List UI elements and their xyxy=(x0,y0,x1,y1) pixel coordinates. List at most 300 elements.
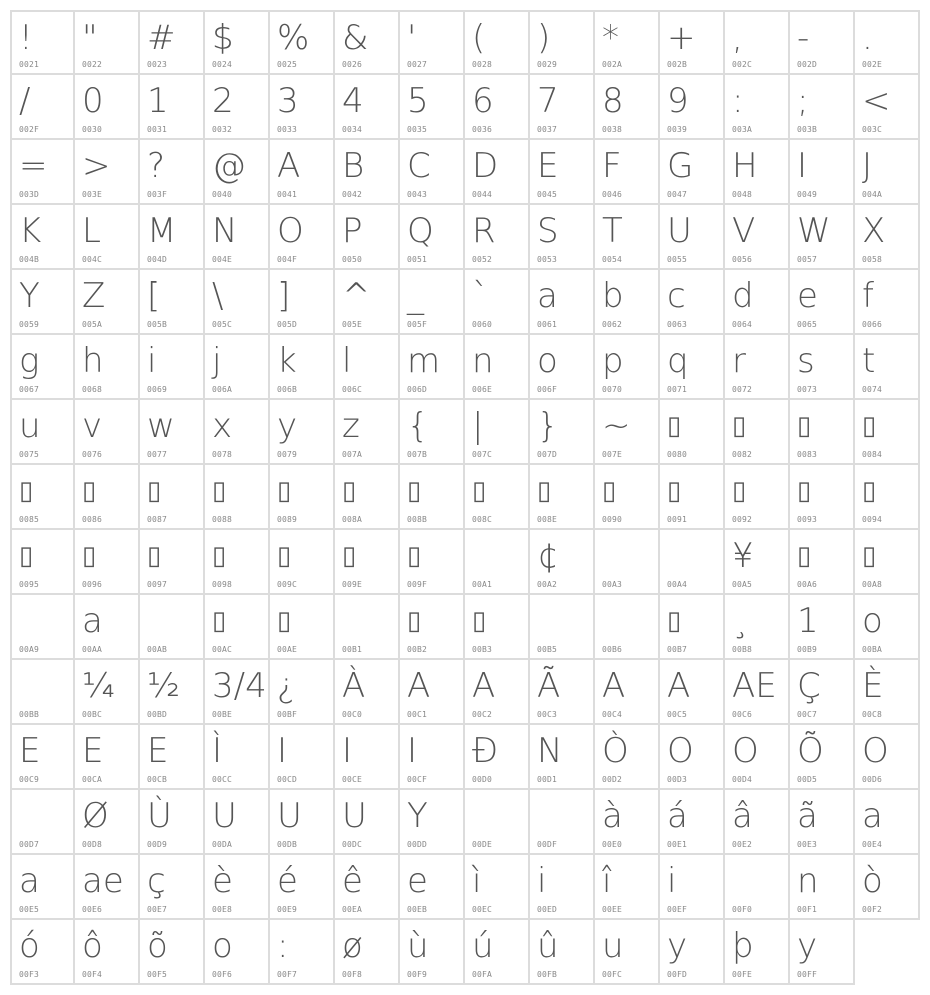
glyph-codepoint-label: 00FF xyxy=(797,970,818,979)
glyph-cell xyxy=(205,530,270,595)
glyph-cell xyxy=(400,790,465,855)
glyph-sample: O xyxy=(277,211,304,251)
glyph-sample: l xyxy=(342,341,352,381)
glyph-sample: Z xyxy=(82,276,106,316)
glyph-codepoint-label: 0040 xyxy=(212,190,233,199)
glyph-sample: ▯ xyxy=(407,606,422,636)
glyph-codepoint-label: 008C xyxy=(472,515,493,524)
glyph-codepoint-label: 00FD xyxy=(667,970,688,979)
glyph-sample: ▯ xyxy=(732,411,747,441)
glyph-sample: ì xyxy=(472,861,482,901)
glyph-codepoint-label: 0046 xyxy=(602,190,623,199)
glyph-codepoint-label: 002C xyxy=(732,60,753,69)
glyph-cell xyxy=(855,465,920,530)
glyph-sample: ▯ xyxy=(472,606,487,636)
glyph-codepoint-label: 0038 xyxy=(602,125,623,134)
glyph-cell xyxy=(595,205,660,270)
glyph-codepoint-label: 007A xyxy=(342,450,363,459)
glyph-cell xyxy=(530,660,595,725)
glyph-sample: U xyxy=(342,796,367,836)
glyph-codepoint-label: 00CE xyxy=(342,775,363,784)
glyph-sample: 5 xyxy=(407,81,429,121)
glyph-codepoint-label: 0096 xyxy=(82,580,103,589)
glyph-cell xyxy=(465,335,530,400)
glyph-codepoint-label: 008E xyxy=(537,515,558,524)
glyph-sample: b xyxy=(602,276,624,316)
glyph-codepoint-label: 0023 xyxy=(147,60,168,69)
glyph-sample: y xyxy=(667,926,688,966)
glyph-sample: þ xyxy=(732,926,754,966)
glyph-codepoint-label: 00E3 xyxy=(797,840,818,849)
glyph-codepoint-label: 005E xyxy=(342,320,363,329)
glyph-codepoint-label: 00C3 xyxy=(537,710,558,719)
glyph-sample: ▯ xyxy=(407,541,422,571)
glyph-cell xyxy=(400,595,465,660)
glyph-cell xyxy=(725,205,790,270)
glyph-cell xyxy=(465,660,530,725)
glyph-codepoint-label: 00F4 xyxy=(82,970,103,979)
glyph-codepoint-label: 0070 xyxy=(602,385,623,394)
glyph-codepoint-label: 00E8 xyxy=(212,905,233,914)
glyph-codepoint-label: 00AB xyxy=(147,645,168,654)
glyph-cell xyxy=(530,790,595,855)
glyph-cell xyxy=(595,140,660,205)
glyph-sample: g xyxy=(19,341,40,381)
glyph-cell xyxy=(530,270,595,335)
glyph-codepoint-label: 0090 xyxy=(602,515,623,524)
glyph-cell xyxy=(400,465,465,530)
glyph-codepoint-label: 002B xyxy=(667,60,688,69)
glyph-cell xyxy=(270,855,335,920)
glyph-cell xyxy=(400,10,465,75)
glyph-cell xyxy=(530,400,595,465)
glyph-codepoint-label: 0086 xyxy=(82,515,103,524)
glyph-cell xyxy=(10,465,75,530)
glyph-cell xyxy=(335,400,400,465)
glyph-sample: ¥ xyxy=(732,536,754,576)
glyph-sample: ▯ xyxy=(537,476,552,506)
glyph-codepoint-label: 00CB xyxy=(147,775,168,784)
glyph-codepoint-label: 0092 xyxy=(732,515,753,524)
glyph-cell xyxy=(400,75,465,140)
glyph-sample: ae xyxy=(82,861,124,901)
glyph-sample: = xyxy=(19,146,48,186)
glyph-codepoint-label: 003D xyxy=(19,190,40,199)
glyph-cell xyxy=(725,920,790,985)
glyph-codepoint-label: 00BA xyxy=(862,645,883,654)
glyph-codepoint-label: 00C7 xyxy=(797,710,818,719)
glyph-cell xyxy=(270,725,335,790)
glyph-codepoint-label: 00F0 xyxy=(732,905,753,914)
glyph-codepoint-label: 00B6 xyxy=(602,645,623,654)
glyph-codepoint-label: 00BD xyxy=(147,710,168,719)
glyph-cell xyxy=(465,465,530,530)
glyph-codepoint-label: 0067 xyxy=(19,385,40,394)
glyph-cell xyxy=(10,595,75,660)
glyph-sample: U xyxy=(667,211,692,251)
glyph-sample: e xyxy=(797,276,818,316)
glyph-sample: V xyxy=(732,211,756,251)
glyph-cell xyxy=(725,465,790,530)
glyph-sample: Ç xyxy=(797,666,821,706)
glyph-sample: 9 xyxy=(667,81,689,121)
glyph-cell xyxy=(205,790,270,855)
glyph-codepoint-label: 0056 xyxy=(732,255,753,264)
glyph-sample: Đ xyxy=(472,731,499,771)
glyph-cell xyxy=(205,725,270,790)
glyph-sample: - xyxy=(797,18,810,58)
glyph-sample: I xyxy=(407,731,418,771)
glyph-codepoint-label: 00AE xyxy=(277,645,298,654)
glyph-cell xyxy=(205,595,270,660)
glyph-cell xyxy=(465,790,530,855)
glyph-cell xyxy=(530,530,595,595)
glyph-sample: ) xyxy=(537,18,551,58)
glyph-cell xyxy=(660,920,725,985)
glyph-codepoint-label: 00C1 xyxy=(407,710,428,719)
glyph-sample: ▯ xyxy=(19,476,34,506)
glyph-sample: 0 xyxy=(82,81,104,121)
glyph-codepoint-label: 0094 xyxy=(862,515,883,524)
glyph-codepoint-label: 004C xyxy=(82,255,103,264)
glyph-sample: 1 xyxy=(797,601,819,641)
glyph-sample: ¿ xyxy=(277,666,296,706)
glyph-codepoint-label: 006F xyxy=(537,385,558,394)
glyph-cell xyxy=(140,790,205,855)
glyph-sample: 6 xyxy=(472,81,494,121)
glyph-cell xyxy=(75,75,140,140)
glyph-codepoint-label: 00DA xyxy=(212,840,233,849)
glyph-codepoint-label: 003B xyxy=(797,125,818,134)
glyph-cell xyxy=(10,530,75,595)
glyph-codepoint-label: 0037 xyxy=(537,125,558,134)
glyph-cell xyxy=(660,270,725,335)
glyph-cell xyxy=(595,530,660,595)
glyph-cell xyxy=(10,270,75,335)
glyph-cell xyxy=(140,335,205,400)
glyph-codepoint-label: 0074 xyxy=(862,385,883,394)
glyph-codepoint-label: 00BF xyxy=(277,710,298,719)
glyph-sample: ` xyxy=(472,276,489,316)
glyph-sample: Ò xyxy=(602,731,629,771)
glyph-sample: c xyxy=(667,276,686,316)
glyph-cell xyxy=(270,400,335,465)
glyph-sample: o xyxy=(212,926,233,966)
glyph-sample: R xyxy=(472,211,496,251)
glyph-cell xyxy=(140,400,205,465)
glyph-codepoint-label: 00DB xyxy=(277,840,298,849)
glyph-codepoint-label: 009C xyxy=(277,580,298,589)
glyph-cell xyxy=(465,140,530,205)
glyph-sample: ▯ xyxy=(212,541,227,571)
glyph-codepoint-label: 005D xyxy=(277,320,298,329)
glyph-sample: ▯ xyxy=(212,606,227,636)
glyph-cell xyxy=(855,660,920,725)
glyph-cell xyxy=(75,660,140,725)
glyph-sample: â xyxy=(732,796,753,836)
glyph-codepoint-label: 00D1 xyxy=(537,775,558,784)
glyph-sample: ▯ xyxy=(147,541,162,571)
glyph-cell xyxy=(660,725,725,790)
glyph-sample: ò xyxy=(862,861,883,901)
glyph-codepoint-label: 00BB xyxy=(19,710,40,719)
glyph-sample: W xyxy=(797,211,831,251)
glyph-codepoint-label: 0022 xyxy=(82,60,103,69)
glyph-sample: A xyxy=(472,666,496,706)
glyph-cell xyxy=(205,205,270,270)
glyph-cell xyxy=(660,140,725,205)
glyph-codepoint-label: 0025 xyxy=(277,60,298,69)
glyph-sample: K xyxy=(19,211,42,251)
glyph-sample: : xyxy=(277,926,289,966)
glyph-sample: ▯ xyxy=(667,476,682,506)
glyph-sample: Y xyxy=(19,276,40,316)
glyph-sample: \ xyxy=(212,276,224,316)
glyph-codepoint-label: 0032 xyxy=(212,125,233,134)
glyph-cell xyxy=(270,530,335,595)
glyph-sample: î xyxy=(602,861,612,901)
glyph-codepoint-label: 00E4 xyxy=(862,840,883,849)
glyph-codepoint-label: 002F xyxy=(19,125,40,134)
glyph-sample: % xyxy=(277,18,310,58)
glyph-codepoint-label: 00DC xyxy=(342,840,363,849)
glyph-cell xyxy=(855,530,920,595)
glyph-codepoint-label: 008B xyxy=(407,515,428,524)
glyph-cell xyxy=(205,140,270,205)
glyph-sample: ▯ xyxy=(667,411,682,441)
glyph-sample: Ø xyxy=(82,796,109,836)
glyph-sample: S xyxy=(537,211,559,251)
glyph-cell xyxy=(855,855,920,920)
glyph-cell xyxy=(465,270,530,335)
glyph-cell xyxy=(530,335,595,400)
glyph-sample: Y xyxy=(407,796,428,836)
glyph-sample: ã xyxy=(797,796,818,836)
glyph-codepoint-label: 00E7 xyxy=(147,905,168,914)
glyph-codepoint-label: 0088 xyxy=(212,515,233,524)
glyph-sample: ø xyxy=(342,926,363,966)
glyph-sample: n xyxy=(472,341,494,381)
glyph-sample: E xyxy=(19,731,41,771)
glyph-sample: t xyxy=(862,341,876,381)
glyph-cell xyxy=(270,75,335,140)
glyph-sample: ▯ xyxy=(797,411,812,441)
glyph-cell xyxy=(75,920,140,985)
glyph-sample: $ xyxy=(212,18,234,58)
glyph-codepoint-label: 0093 xyxy=(797,515,818,524)
glyph-codepoint-label: 0079 xyxy=(277,450,298,459)
glyph-cell xyxy=(725,790,790,855)
glyph-sample: I xyxy=(277,731,288,771)
glyph-codepoint-label: 0060 xyxy=(472,320,493,329)
glyph-codepoint-label: 0026 xyxy=(342,60,363,69)
glyph-cell xyxy=(205,75,270,140)
glyph-sample: z xyxy=(342,406,360,446)
glyph-codepoint-label: 00B8 xyxy=(732,645,753,654)
glyph-sample: ▯ xyxy=(667,606,682,636)
glyph-sample: ▯ xyxy=(82,476,97,506)
glyph-cell xyxy=(140,530,205,595)
glyph-cell xyxy=(725,140,790,205)
glyph-cell xyxy=(270,205,335,270)
glyph-sample: AE xyxy=(732,666,777,706)
glyph-cell xyxy=(10,140,75,205)
glyph-sample: r xyxy=(732,341,746,381)
glyph-cell xyxy=(855,140,920,205)
glyph-codepoint-label: 0041 xyxy=(277,190,298,199)
glyph-codepoint-label: 00B9 xyxy=(797,645,818,654)
glyph-sample: ; xyxy=(797,81,809,121)
glyph-codepoint-label: 0058 xyxy=(862,255,883,264)
glyph-cell xyxy=(595,920,660,985)
glyph-codepoint-label: 0076 xyxy=(82,450,103,459)
glyph-cell xyxy=(75,205,140,270)
glyph-cell xyxy=(660,660,725,725)
glyph-codepoint-label: 00A9 xyxy=(19,645,40,654)
glyph-sample: 3 xyxy=(277,81,299,121)
glyph-codepoint-label: 0078 xyxy=(212,450,233,459)
glyph-cell xyxy=(530,140,595,205)
glyph-sample: ▯ xyxy=(277,541,292,571)
glyph-sample: A xyxy=(277,146,301,186)
glyph-cell xyxy=(205,855,270,920)
glyph-sample: " xyxy=(82,18,98,58)
glyph-cell xyxy=(790,920,855,985)
glyph-sample: n xyxy=(797,861,819,901)
glyph-sample: Ù xyxy=(147,796,172,836)
glyph-codepoint-label: 0048 xyxy=(732,190,753,199)
glyph-cell xyxy=(205,10,270,75)
glyph-sample: è xyxy=(212,861,233,901)
glyph-codepoint-label: 006C xyxy=(342,385,363,394)
glyph-cell xyxy=(790,140,855,205)
glyph-sample: 1 xyxy=(147,81,169,121)
glyph-cell xyxy=(855,595,920,660)
glyph-sample: ? xyxy=(147,146,166,186)
glyph-sample: ▯ xyxy=(797,476,812,506)
glyph-cell xyxy=(790,660,855,725)
glyph-cell xyxy=(530,595,595,660)
glyph-codepoint-label: 0033 xyxy=(277,125,298,134)
glyph-sample: ▯ xyxy=(797,541,812,571)
glyph-cell xyxy=(270,790,335,855)
glyph-sample: ▯ xyxy=(472,476,487,506)
glyph-sample: L xyxy=(82,211,101,251)
glyph-codepoint-label: 002D xyxy=(797,60,818,69)
glyph-cell xyxy=(790,75,855,140)
glyph-sample: . xyxy=(862,18,873,58)
glyph-sample: : xyxy=(732,81,744,121)
glyph-codepoint-label: 0031 xyxy=(147,125,168,134)
glyph-cell xyxy=(335,660,400,725)
glyph-sample: J xyxy=(862,146,873,186)
glyph-cell xyxy=(400,140,465,205)
glyph-cell xyxy=(725,75,790,140)
glyph-cell xyxy=(725,530,790,595)
glyph-cell xyxy=(335,725,400,790)
glyph-sample: N xyxy=(212,211,238,251)
glyph-codepoint-label: 004D xyxy=(147,255,168,264)
glyph-sample: D xyxy=(472,146,499,186)
glyph-codepoint-label: 0063 xyxy=(667,320,688,329)
glyph-codepoint-label: 00F5 xyxy=(147,970,168,979)
glyph-cell xyxy=(660,400,725,465)
glyph-cell xyxy=(335,270,400,335)
glyph-cell xyxy=(205,660,270,725)
glyph-codepoint-label: 006E xyxy=(472,385,493,394)
glyph-cell xyxy=(205,270,270,335)
glyph-cell xyxy=(855,400,920,465)
glyph-sample: ó xyxy=(19,926,40,966)
glyph-codepoint-label: 00E2 xyxy=(732,840,753,849)
glyph-codepoint-label: 00CF xyxy=(407,775,428,784)
glyph-sample: ^ xyxy=(342,276,371,316)
glyph-sample: Q xyxy=(407,211,434,251)
glyph-cell xyxy=(140,595,205,660)
glyph-cell xyxy=(75,270,140,335)
glyph-codepoint-label: 0097 xyxy=(147,580,168,589)
glyph-codepoint-label: 00CA xyxy=(82,775,103,784)
glyph-cell xyxy=(660,75,725,140)
glyph-codepoint-label: 0042 xyxy=(342,190,363,199)
glyph-sample: a xyxy=(82,601,103,641)
glyph-sample: k xyxy=(277,341,297,381)
glyph-cell xyxy=(465,725,530,790)
glyph-cell xyxy=(725,595,790,660)
glyph-codepoint-label: 0064 xyxy=(732,320,753,329)
glyph-sample: | xyxy=(472,406,484,446)
glyph-sample: f xyxy=(862,276,874,316)
glyph-cell xyxy=(10,660,75,725)
glyph-sample: é xyxy=(277,861,298,901)
glyph-sample: Õ xyxy=(797,731,824,771)
glyph-codepoint-label: 006A xyxy=(212,385,233,394)
glyph-cell xyxy=(660,10,725,75)
glyph-sample: _ xyxy=(407,276,424,316)
glyph-cell xyxy=(465,75,530,140)
glyph-sample: e xyxy=(407,861,428,901)
glyph-codepoint-label: 00C5 xyxy=(667,710,688,719)
glyph-cell xyxy=(595,465,660,530)
glyph-sample: ▯ xyxy=(862,476,877,506)
glyph-cell xyxy=(140,920,205,985)
glyph-codepoint-label: 00F8 xyxy=(342,970,363,979)
glyph-codepoint-label: 00DD xyxy=(407,840,428,849)
glyph-cell xyxy=(335,530,400,595)
glyph-cell xyxy=(335,75,400,140)
glyph-cell xyxy=(335,205,400,270)
glyph-cell xyxy=(465,205,530,270)
glyph-codepoint-label: 0062 xyxy=(602,320,623,329)
glyph-sample: A xyxy=(407,666,431,706)
glyph-cell xyxy=(75,400,140,465)
glyph-sample: o xyxy=(862,601,883,641)
glyph-sample: i xyxy=(147,341,157,381)
glyph-sample: ▯ xyxy=(212,476,227,506)
glyph-codepoint-label: 0035 xyxy=(407,125,428,134)
glyph-codepoint-label: 005C xyxy=(212,320,233,329)
glyph-codepoint-label: 00A1 xyxy=(472,580,493,589)
glyph-cell xyxy=(595,335,660,400)
glyph-codepoint-label: 004A xyxy=(862,190,883,199)
glyph-sample: ç xyxy=(147,861,166,901)
glyph-codepoint-label: 0030 xyxy=(82,125,103,134)
glyph-codepoint-label: 0045 xyxy=(537,190,558,199)
glyph-codepoint-label: 00F1 xyxy=(797,905,818,914)
glyph-codepoint-label: 00D7 xyxy=(19,840,40,849)
glyph-cell xyxy=(140,75,205,140)
glyph-codepoint-label: 0080 xyxy=(667,450,688,459)
